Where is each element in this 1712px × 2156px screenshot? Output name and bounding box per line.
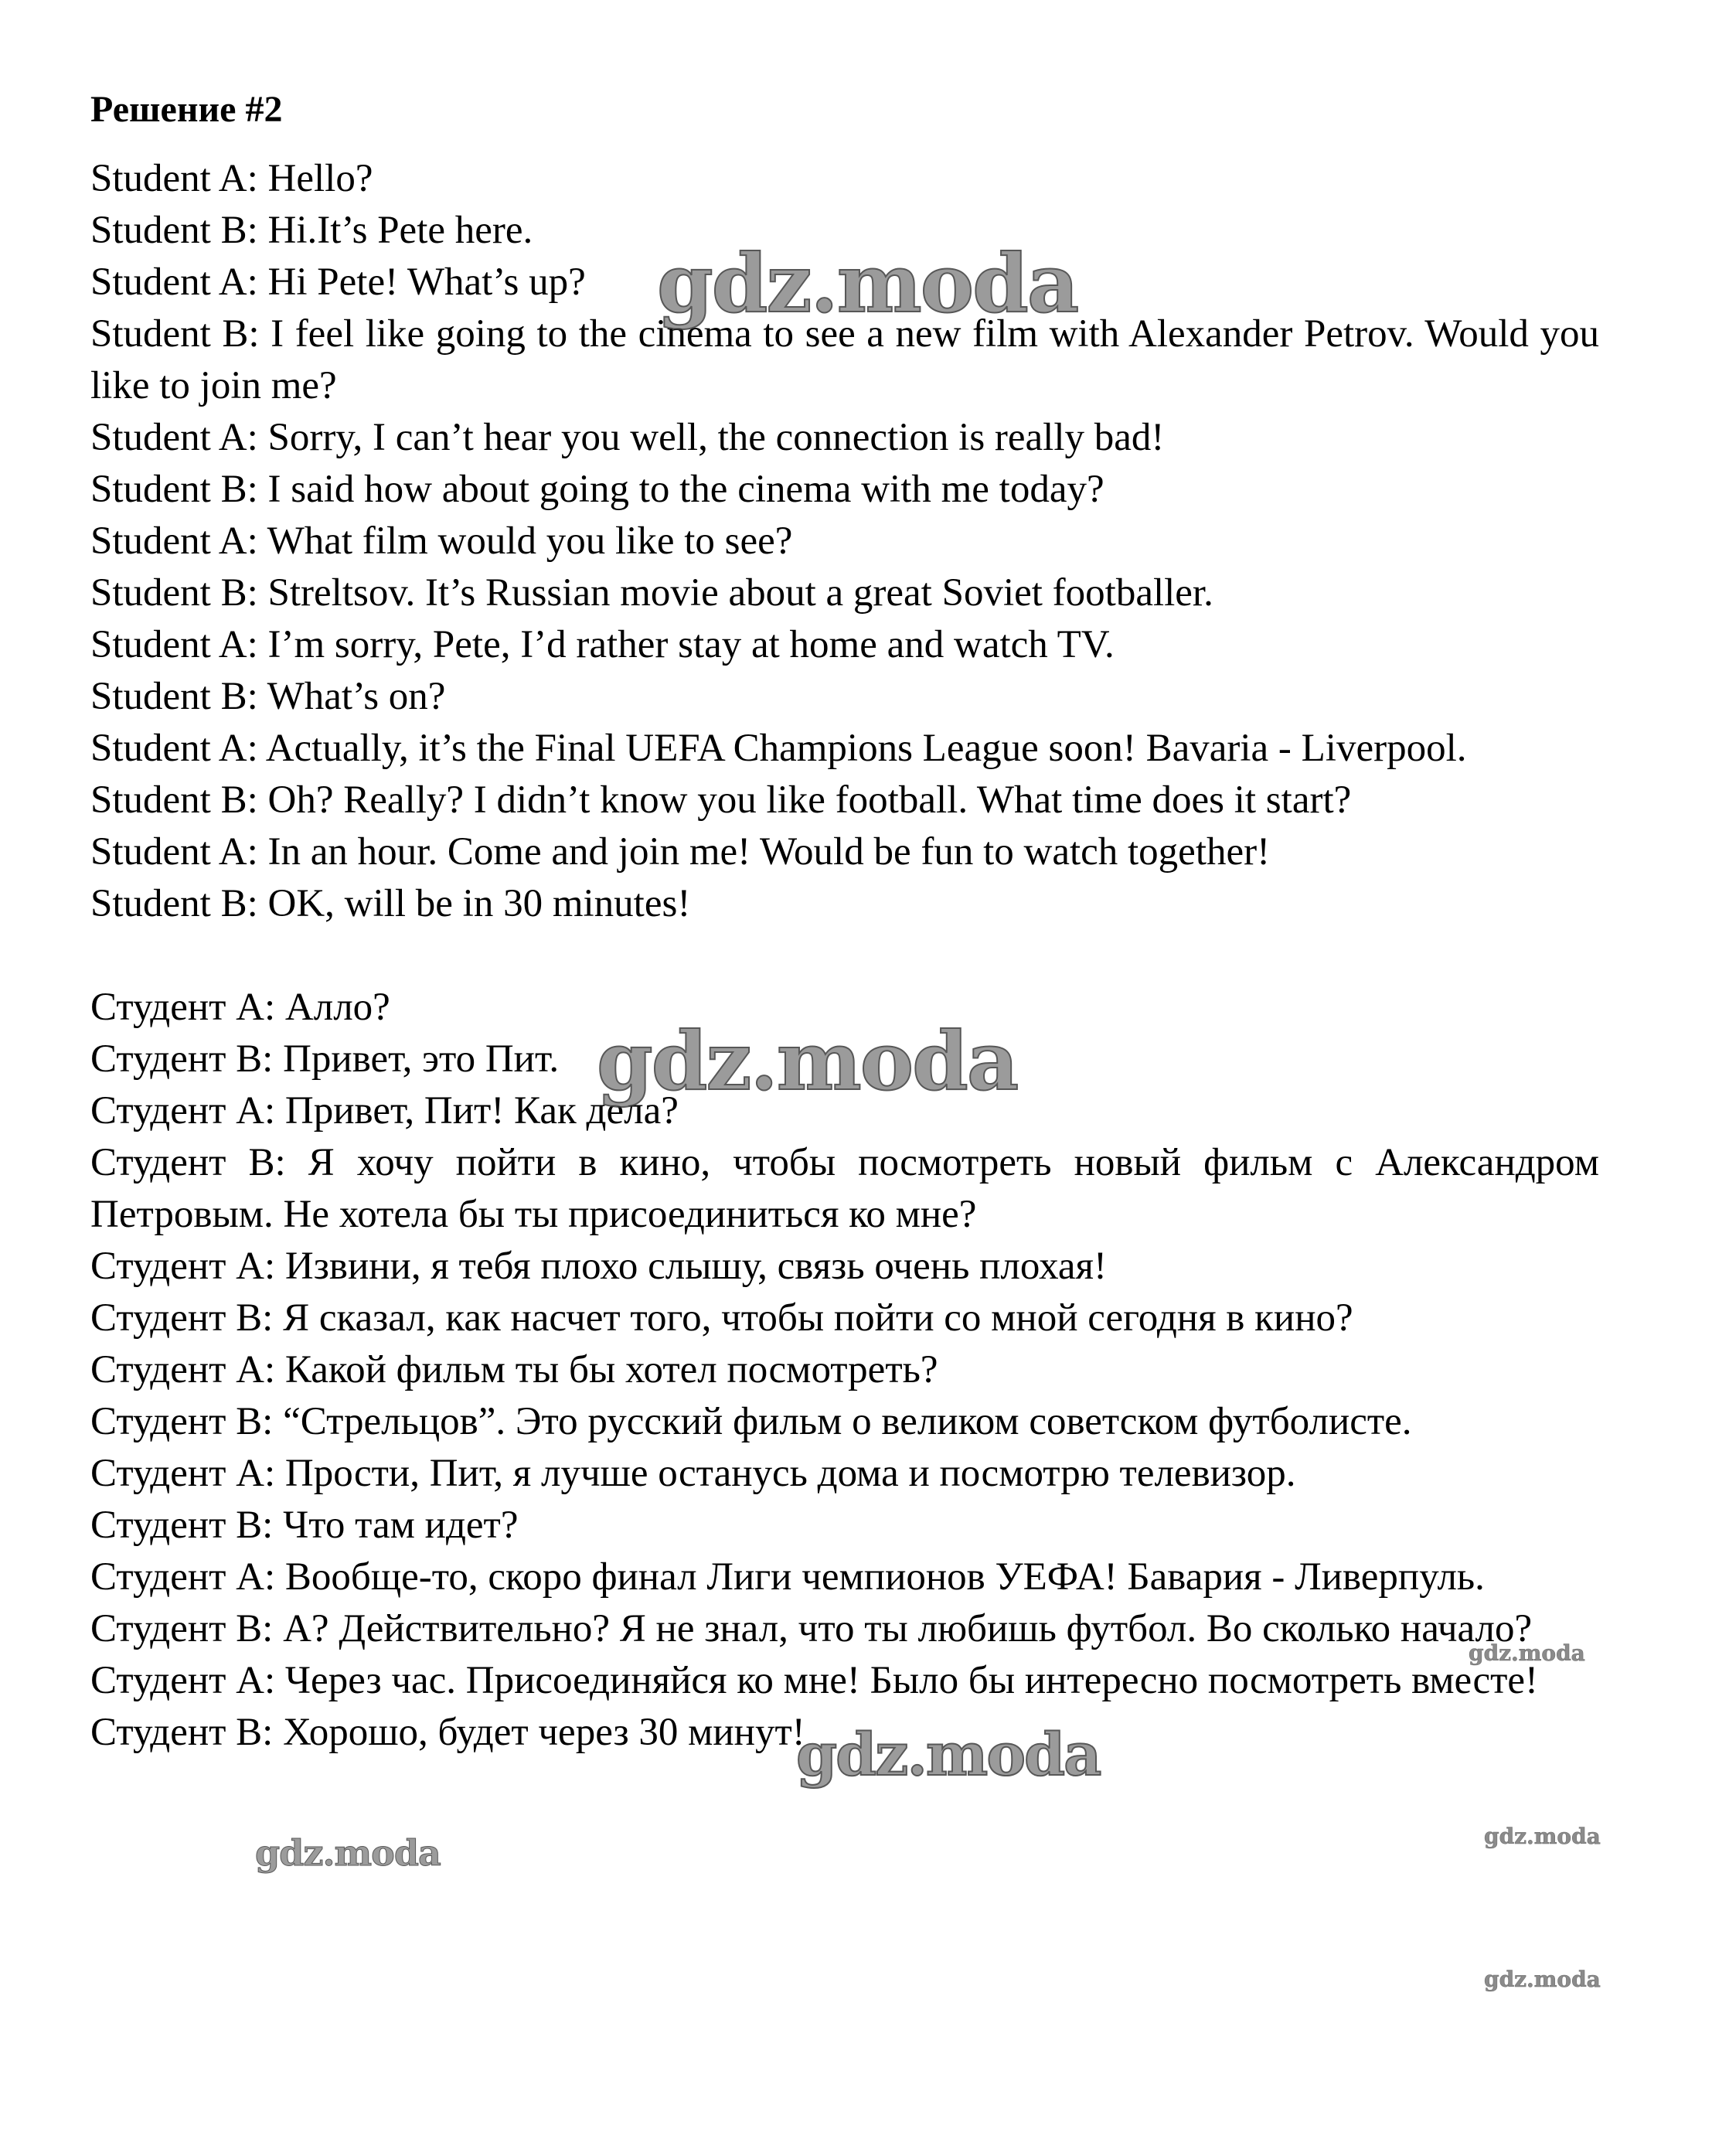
- dialogue-line: Студент B: “Стрельцов”. Это русский фильм о великом советском футболисте.: [90, 1400, 1412, 1443]
- watermark-logo: gdz.moda: [657, 236, 1078, 331]
- dialogue-line: Student B: What’s on?: [90, 675, 446, 718]
- dialogue-line: Студент B: Привет, это Пит.: [90, 1037, 560, 1081]
- watermark-logo: gdz.moda: [1484, 1824, 1601, 1849]
- document-page: [90, 83, 1599, 1759]
- dialogue-line: Student A: Hello?: [90, 157, 373, 200]
- dialogue-line: Студент A: Какой фильм ты бы хотел посмотреть?: [90, 1348, 938, 1391]
- watermark-logo: gdz.moda: [1469, 1640, 1585, 1666]
- dialogue-line: Student B: Hi.It’s Pete here.: [90, 209, 533, 252]
- dialogue-line: Student B: Oh? Really? I didn’t know you like football. What time does it start?: [90, 778, 1352, 822]
- dialogue-line: Студент A: Вообще-то, скоро финал Лиги чемпионов УЕФА! Бавария - Ливерпуль.: [90, 1555, 1485, 1599]
- dialogue-line: Student A: Sorry, I can’t hear you well, the connection is really bad!: [90, 416, 1165, 459]
- dialogue-line: Student A: Actually, it’s the Final UEFA Champions League soon! Bavaria - Liverpool.: [90, 727, 1467, 770]
- dialogue-line: Student A: Hi Pete! What’s up?: [90, 261, 586, 304]
- dialogue-line: Student B: I feel like going to the cinema to see a new film with Alexander Petrov. Would you like to join me?: [90, 312, 1599, 407]
- dialogue-line: Студент B: Что там идет?: [90, 1504, 519, 1547]
- dialogue-line: Student B: Streltsov. It’s Russian movie about a great Soviet footballer.: [90, 571, 1213, 615]
- watermark-logo: gdz.moda: [1484, 1967, 1601, 1992]
- dialogue-line: Студент B: А? Действительно? Я не знал, что ты любишь футбол. Во сколько начало?: [90, 1607, 1533, 1650]
- dialogue-line: Student B: I said how about going to the cinema with me today?: [90, 468, 1104, 511]
- dialogue-line: Student B: OK, will be in 30 minutes!: [90, 882, 691, 925]
- dialogue-line: Студент B: Хорошо, будет через 30 минут!: [90, 1711, 805, 1754]
- dialogue-line: Student A: What film would you like to see?: [90, 519, 793, 563]
- dialogue-line: Student A: I’m sorry, Pete, I’d rather stay at home and watch TV.: [90, 623, 1115, 666]
- watermark-logo: gdz.moda: [796, 1720, 1101, 1789]
- page-title: Решение #2: [90, 89, 283, 130]
- dialogue-line: Студент A: Алло?: [90, 986, 390, 1029]
- watermark-logo: gdz.moda: [255, 1832, 441, 1874]
- dialogue-line: Student A: In an hour. Come and join me! Would be fun to watch together!: [90, 830, 1271, 874]
- dialogue-line: Студент A: Прости, Пит, я лучше останусь дома и посмотрю телевизор.: [90, 1452, 1296, 1495]
- dialogue-line: Студент B: Я сказал, как насчет того, чтобы пойти со мной сегодня в кино?: [90, 1296, 1353, 1340]
- dialogue-line: Студент A: Привет, Пит! Как дела?: [90, 1089, 679, 1132]
- dialogue-line: Студент B: Я хочу пойти в кино, чтобы посмотреть новый фильм с Александром Петровым. Не хотела бы ты присоединиться ко мне?: [90, 1141, 1599, 1236]
- watermark-logo: gdz.moda: [597, 1013, 1018, 1109]
- dialogue-line: Студент A: Извини, я тебя плохо слышу, связь очень плохая!: [90, 1245, 1107, 1288]
- dialogue-line: Студент A: Через час. Присоединяйся ко мне! Было бы интересно посмотреть вместе!: [90, 1659, 1539, 1702]
